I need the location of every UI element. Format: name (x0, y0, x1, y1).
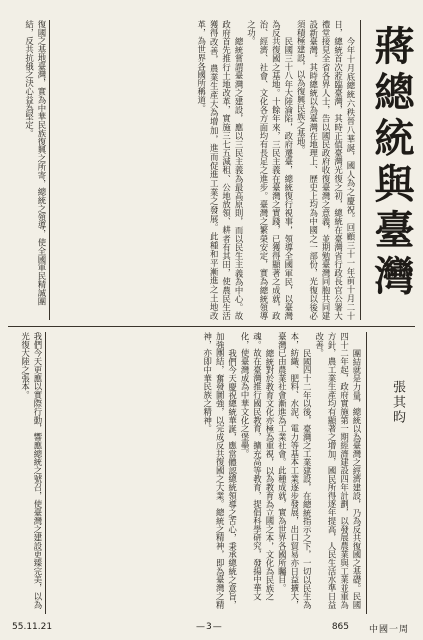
paragraph: 總統對於教育文化亦極為重視，以為教育為立國之本，文化為民族之魂。故在臺灣推行國民教育，擴充高等教育，提倡科學研究，發揚中華文化，使臺灣成為中華文化之堡壘。 (240, 332, 275, 601)
page-footer (0, 622, 423, 636)
article-body-top (52, 20, 357, 320)
title-divider (360, 20, 361, 320)
article-body-topleft: 復國之基地臺灣，實為中華民族復興之所寄，總統之領導，使全國軍民精誠團結，反共抗俄之決心益為堅定。 (24, 20, 47, 306)
publication-name: 中國一周 (368, 625, 409, 635)
column-divider (45, 332, 46, 614)
column-divider (49, 20, 50, 320)
paragraph: 團結就是力量，總統以為臺灣之經濟建設，乃為反共復國之基礎。民國四十二年起，政府實施第一期經濟建設四年計劃，以發展農業與工業並重為方針，農工業生產均有顯著之增加，國民所得逐年提高，人民生活水準日益改善。 (314, 332, 362, 609)
article-body-bottom (48, 332, 363, 614)
issue-number: 865 (331, 622, 349, 632)
paragraph: 總統嘗謂臺灣之建設，應以三民主義為最高原則，而以民生主義為中心。故政府首先推行土地改革，實施三七五減租、公地放領、耕者有其田，使農民生活獲得改善，農業生產大為增加，進而促進工業之發展。此種和平漸進之土地改革，為世界各國所稱道。 (196, 20, 245, 320)
author-divider (366, 332, 367, 614)
paragraph: 我們今天慶祝總統華誕，應當體認總統領導之苦心，秉承總統之意旨，加強團結，奮發圖強，以完成反共復國之大業。總統之精神，即為臺灣之精神，亦即中華民族之精神。 (202, 332, 238, 609)
paragraph: 民國四十二年以後，臺灣之工業建設，在總統指示之下，一切以民生為本，紡織、肥料、水泥、電力等基本工業逐步發展，出口貿易亦日益擴大，臺灣已由農業社會漸進為工業社會。此種成就，實為世界各國所矚目。 (277, 332, 313, 609)
article-author: 張其昀 (390, 380, 405, 425)
article-body-bottomleft: 我們今天更應以實際行動，響應總統之號召，使臺灣之建設更臻完美，以為光復大陸之張本。 (20, 332, 43, 609)
paragraph: 民國三十八年大陸淪陷，政府遷臺，總統復行視事，領導全國軍民，以臺灣為反共復國之基地。十餘年來，三民主義在臺灣之實踐，已獲得顯著之成就，政治、經濟、社會、文化各方面均有長足之進步。臺灣之繁榮安定，實為總統領導之功。 (246, 20, 294, 320)
article-title: 蔣總統與臺灣 (368, 25, 415, 301)
paragraph: 今年十月底總統六秩晉八華誕，國人為之慶祝。回顧三十一年前十月二十日，總統首次蒞臨臺灣，其時正值臺灣光復之初，總統在臺灣省行政長官公署大禮堂接見全省各界人士，告以國民政府收復臺灣之意義，並期勉臺灣同胞共同建設新臺灣。其時總統以為臺灣在地理上、歷史上均為中國之一部份，光復以後必須積極建設，以為復興民族之基地。 (296, 20, 356, 320)
page-number: —3— (196, 622, 223, 632)
publication-date: 55.11.21 (12, 622, 53, 632)
section-divider (8, 326, 415, 327)
